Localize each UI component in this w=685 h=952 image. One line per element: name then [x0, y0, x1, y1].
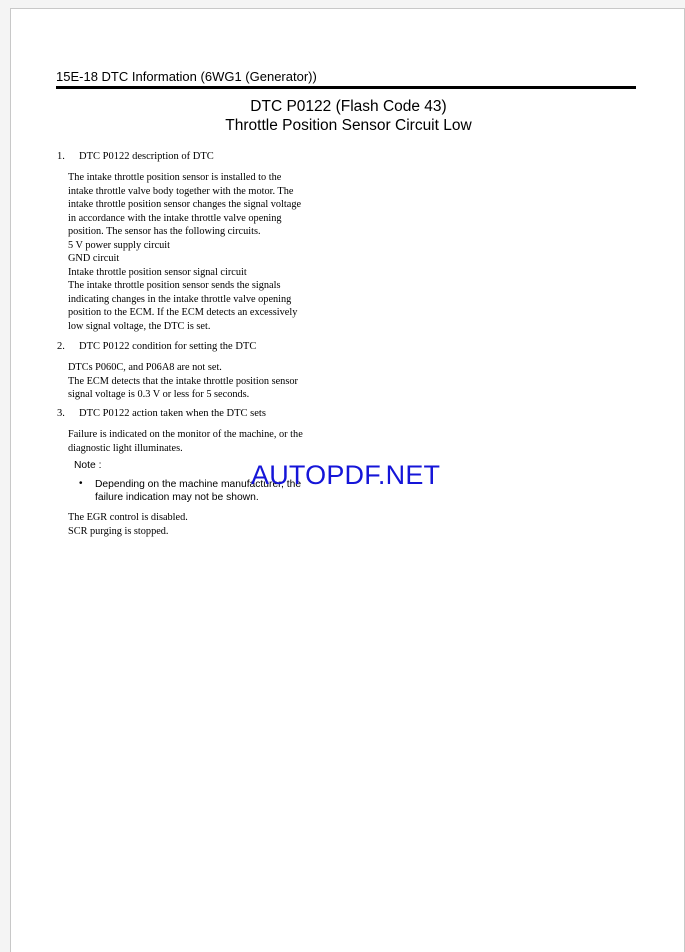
note-label: Note :	[74, 460, 102, 471]
watermark: AUTOPDF.NET	[251, 460, 441, 490]
section-3-heading	[57, 408, 266, 419]
section-title: DTC P0122 description of DTC	[79, 151, 214, 162]
paragraph-line: intake throttle position sensor changes the signal voltage	[68, 199, 302, 210]
section-title: DTC P0122 action taken when the DTC sets	[79, 408, 266, 419]
bullet-icon: •	[79, 478, 83, 489]
paragraph-line: DTCs P060C, and P06A8 are not set.	[68, 362, 222, 373]
section-number: 3.	[57, 408, 65, 419]
note-line: Depending on the machine manufacturer, the	[95, 479, 302, 490]
paragraph-line: GND circuit	[68, 253, 120, 264]
paragraph-line: SCR purging is stopped.	[68, 525, 169, 537]
section-number: 1.	[57, 151, 65, 162]
paragraph-line: low signal voltage, the DTC is set.	[68, 320, 211, 332]
paragraph-line: diagnostic light illuminates.	[68, 442, 183, 454]
page-header: 15E-18 DTC Information (6WG1 (Generator))	[56, 69, 317, 84]
paragraph-line: position to the ECM. If the ECM detects an excessively	[68, 307, 298, 318]
section-number: 2.	[57, 341, 65, 352]
header-rule	[56, 86, 636, 89]
note-line: failure indication may not be shown.	[95, 492, 259, 503]
paragraph-line: Intake throttle position sensor signal circuit	[68, 266, 247, 278]
paragraph-line: signal voltage is 0.3 V or less for 5 seconds.	[68, 389, 250, 400]
paragraph-line: position. The sensor has the following circuits.	[68, 226, 261, 237]
paragraph-line: The ECM detects that the intake throttle position sensor	[68, 375, 298, 387]
paragraph-line: The intake throttle position sensor is installed to the	[68, 172, 282, 183]
section-1-heading	[57, 151, 214, 162]
paragraph-line: in accordance with the intake throttle valve opening	[68, 212, 282, 224]
paragraph-line: indicating changes in the intake throttle valve opening	[68, 293, 292, 305]
paragraph-line: intake throttle valve body together with the motor. The	[68, 185, 294, 197]
paragraph-line: 5 V power supply circuit	[68, 239, 171, 251]
paragraph-line: The intake throttle position sensor sends the signals	[68, 280, 281, 291]
document-page	[10, 8, 685, 952]
section-2-heading	[57, 341, 256, 352]
page-title: DTC P0122 (Flash Code 43)	[250, 98, 447, 115]
section-title: DTC P0122 condition for setting the DTC	[79, 341, 257, 352]
page-subtitle: Throttle Position Sensor Circuit Low	[225, 117, 472, 134]
paragraph-line: Failure is indicated on the monitor of the machine, or the	[68, 429, 303, 440]
paragraph-line: The EGR control is disabled.	[68, 512, 188, 523]
